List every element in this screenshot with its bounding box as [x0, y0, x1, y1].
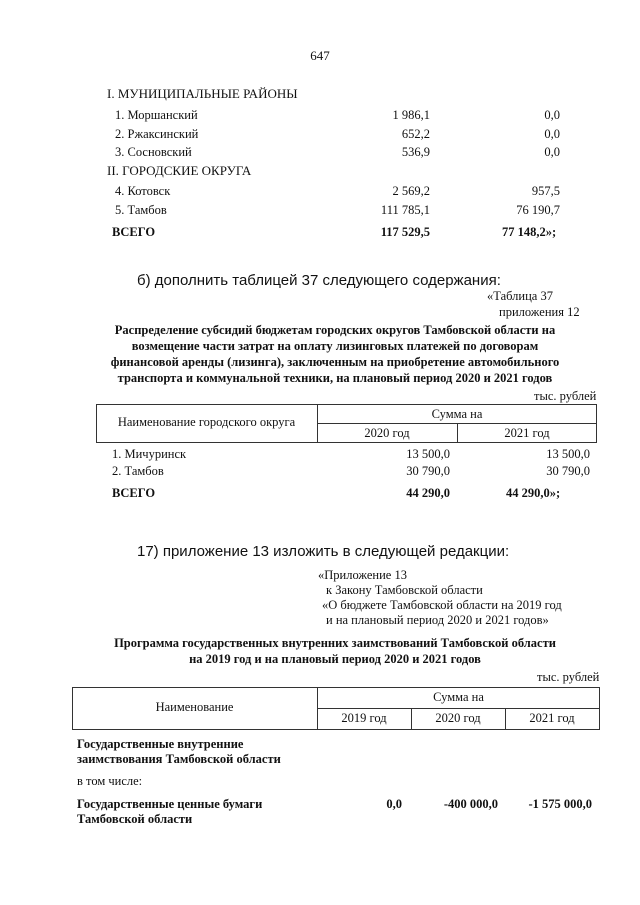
column-header-2020: 2020 год: [435, 711, 481, 725]
section-heading-districts: I. МУНИЦИПАЛЬНЫЕ РАЙОНЫ: [107, 86, 298, 101]
section-heading-urban: II. ГОРОДСКИЕ ОКРУГА: [107, 163, 252, 178]
including-label: в том числе:: [77, 774, 143, 788]
column-header-sum: Сумма на: [431, 407, 483, 421]
table-ref-line: приложения 12: [499, 305, 580, 319]
column-header-2021: 2021 год: [504, 426, 550, 440]
column-header-sum: Сумма на: [433, 690, 484, 704]
column-header-name: Наименование: [155, 700, 234, 714]
paragraph-17: 17) приложение 13 изложить в следующей редакции:: [137, 543, 510, 560]
table-ref-line: «Таблица 37: [487, 289, 553, 303]
column-header-2020: 2020 год: [364, 426, 410, 440]
paragraph-b: б) дополнить таблицей 37 следующего содержания:: [137, 272, 501, 289]
units-label: тыс. рублей: [534, 389, 597, 403]
column-header-2019: 2019 год: [341, 711, 387, 725]
page-number: 647: [310, 48, 330, 63]
units-label: тыс. рублей: [537, 670, 600, 684]
column-header-name: Наименование городского округа: [117, 415, 296, 429]
column-header-2021: 2021 год: [529, 711, 575, 725]
